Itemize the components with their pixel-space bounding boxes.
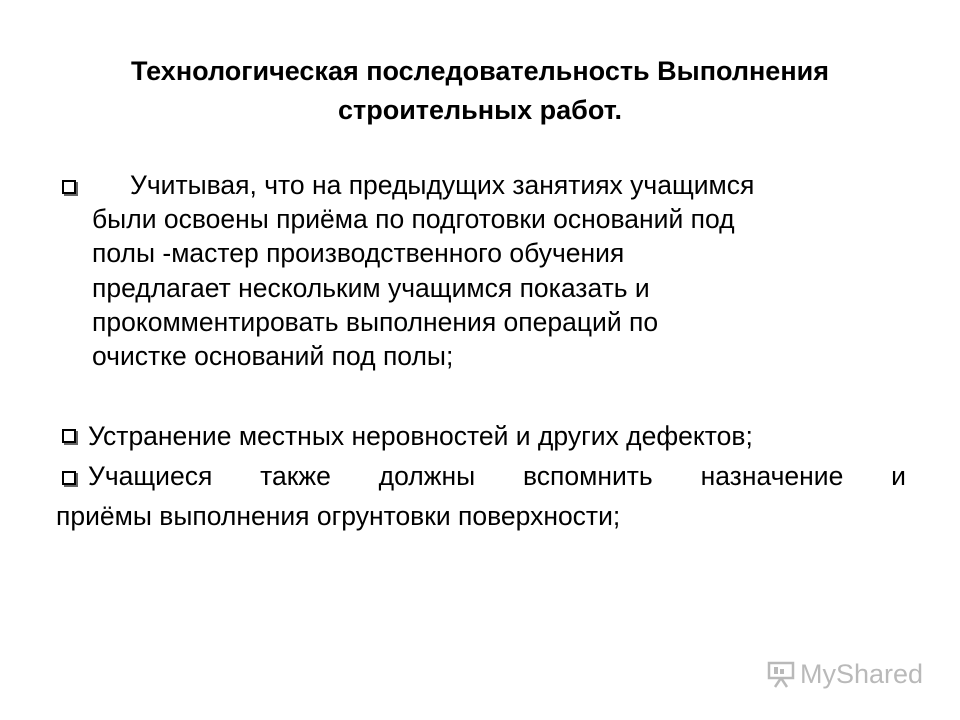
item-3-line-1: Учащиеся также должны вспомнить назначение и	[88, 461, 906, 491]
hollow-square-icon	[62, 471, 76, 485]
title-line-2: строительных работ.	[337, 95, 623, 125]
watermark-text: MyShared	[800, 658, 924, 689]
item-1-line-3: полы -мастер производственного обучения	[92, 238, 625, 269]
item-1-line-5: прокомментировать выполнения операций по	[92, 306, 659, 337]
bullet-item-3	[56, 456, 906, 536]
item-1-line-2: были освоены приёма по подготовки оснований под	[92, 204, 735, 235]
myshared-watermark	[766, 657, 923, 691]
item-3-line-2: приёмы выполнения огрунтовки поверхности;	[56, 501, 621, 531]
bullet-item-2	[62, 416, 922, 456]
title-line-1: Технологическая последовательность Выполнения	[131, 56, 829, 86]
presentation-board-icon	[766, 659, 796, 689]
hollow-square-icon	[62, 180, 76, 194]
hollow-square-icon	[62, 429, 76, 443]
bullet-item-1	[62, 168, 922, 373]
item-2-line-1: Устранение местных неровностей и других дефектов;	[88, 421, 753, 451]
item-1-line-6: очистке оснований под полы;	[92, 341, 454, 372]
item-1-line-4: предлагает нескольким учащимся показать и	[92, 272, 650, 303]
slide-title	[40, 52, 920, 130]
item-1-line-1: Учитывая, что на предыдущих занятиях учащимся	[130, 170, 755, 200]
